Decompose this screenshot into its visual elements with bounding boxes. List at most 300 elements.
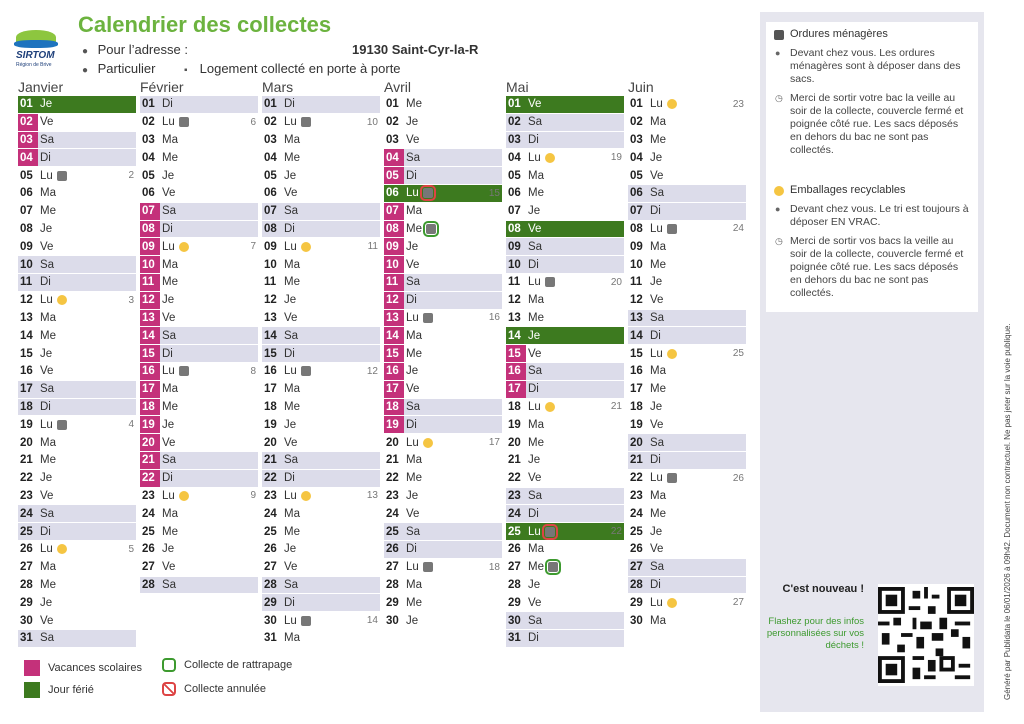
day-row xyxy=(140,505,258,523)
day-number: 26 xyxy=(142,543,155,556)
day-row xyxy=(506,185,624,203)
day-number: 18 xyxy=(630,400,643,413)
day-row xyxy=(18,327,136,345)
day-row xyxy=(628,559,746,577)
day-name: Ma xyxy=(40,436,56,449)
day-name: Je xyxy=(40,98,53,111)
day-name: Je xyxy=(284,169,297,182)
day-name: Ma xyxy=(406,329,422,342)
day-row xyxy=(628,221,746,239)
legend-rattrapage xyxy=(162,658,292,672)
day-row xyxy=(628,505,746,523)
day-name: Ve xyxy=(650,543,664,556)
day-row xyxy=(262,274,380,292)
day-row xyxy=(628,327,746,345)
day-row xyxy=(18,256,136,274)
day-name: Sa xyxy=(650,187,665,200)
day-name: Di xyxy=(162,222,173,235)
day-name: Me xyxy=(162,525,178,538)
day-name: Sa xyxy=(528,116,543,129)
day-number: 27 xyxy=(630,561,643,574)
day-number: 13 xyxy=(384,310,404,327)
day-name: Ma xyxy=(528,169,544,182)
day-row xyxy=(140,363,258,381)
week-number: 25 xyxy=(732,348,744,360)
day-number: 12 xyxy=(384,292,404,309)
day-number: 07 xyxy=(508,205,521,218)
day-number: 14 xyxy=(384,327,404,344)
day-number: 11 xyxy=(20,276,33,289)
om-text-2: Merci de sortir votre bac la veille au soir de la collecte, couvercle fermé et poignée côté rue. Les sacs déposés en dehors du bac ne sont pas collectés. xyxy=(790,92,964,156)
day-name: Me xyxy=(528,436,544,449)
day-row xyxy=(628,523,746,541)
recycling-icon xyxy=(667,598,677,608)
day-number: 30 xyxy=(630,614,643,627)
day-number: 05 xyxy=(630,169,643,182)
day-name: Me xyxy=(406,98,422,111)
day-name: Je xyxy=(528,205,541,218)
day-row xyxy=(506,381,624,399)
day-name: Ve xyxy=(406,383,420,396)
day-row xyxy=(384,505,502,523)
day-number: 09 xyxy=(20,240,33,253)
month-column xyxy=(18,78,136,648)
week-number: 18 xyxy=(488,561,500,573)
day-number: 17 xyxy=(384,381,404,398)
day-number: 08 xyxy=(384,221,404,238)
day-number: 02 xyxy=(264,116,277,129)
day-number: 02 xyxy=(508,116,521,129)
day-name: Lu xyxy=(528,276,541,289)
day-number: 09 xyxy=(140,238,160,255)
om-card xyxy=(766,22,978,182)
day-row xyxy=(262,310,380,328)
day-row xyxy=(384,114,502,132)
footer-credit: Généré par Publidata le 06/01/2026 à 09h42. Document non contractuel. Ne pas jeter sur la voie publique. xyxy=(1003,323,1012,700)
day-number: 08 xyxy=(508,222,521,235)
day-row xyxy=(384,577,502,595)
legend-rattrapage-label: Collecte de rattrapage xyxy=(184,659,293,671)
day-name: Ma xyxy=(284,258,300,271)
qr-headline: C'est nouveau ! xyxy=(782,583,864,595)
month-name: Mars xyxy=(262,79,294,95)
day-name: Sa xyxy=(650,436,665,449)
day-name: Ma xyxy=(284,383,300,396)
day-number: 21 xyxy=(508,454,521,467)
day-number: 05 xyxy=(264,169,277,182)
person-icon: ● xyxy=(82,65,89,76)
day-number: 01 xyxy=(20,98,33,111)
day-row xyxy=(628,488,746,506)
day-number: 16 xyxy=(630,365,643,378)
day-number: 13 xyxy=(264,311,277,324)
day-name: Di xyxy=(162,98,173,111)
day-number: 18 xyxy=(140,399,160,416)
day-name: Sa xyxy=(284,578,299,591)
day-name: Me xyxy=(650,258,666,271)
day-name: Di xyxy=(284,347,295,360)
day-name: Je xyxy=(406,240,419,253)
day-name: Lu xyxy=(284,116,297,129)
day-name: Di xyxy=(284,222,295,235)
day-row xyxy=(506,96,624,114)
day-row xyxy=(384,310,502,328)
day-name: Di xyxy=(406,169,417,182)
day-name: Lu xyxy=(162,116,175,129)
day-row xyxy=(506,612,624,630)
day-row xyxy=(262,452,380,470)
er-card xyxy=(766,178,978,312)
day-name: Di xyxy=(650,454,661,467)
day-row xyxy=(18,345,136,363)
day-name: Je xyxy=(528,329,541,342)
bin-icon xyxy=(57,171,67,181)
legend-vacances xyxy=(24,660,142,676)
day-row xyxy=(506,363,624,381)
week-number: 22 xyxy=(610,526,622,538)
day-row xyxy=(506,434,624,452)
day-name: Ma xyxy=(528,418,544,431)
day-row xyxy=(384,541,502,559)
day-number: 04 xyxy=(18,149,38,166)
day-row xyxy=(18,523,136,541)
week-number: 11 xyxy=(367,241,378,253)
day-name: Je xyxy=(406,365,419,378)
day-row xyxy=(384,416,502,434)
day-row xyxy=(18,96,136,114)
day-number: 07 xyxy=(264,205,277,218)
day-number: 31 xyxy=(508,632,521,645)
day-row xyxy=(384,434,502,452)
week-number: 6 xyxy=(250,116,256,128)
day-name: Je xyxy=(528,454,541,467)
day-row xyxy=(384,559,502,577)
day-name: Je xyxy=(406,614,419,627)
day-name: Me xyxy=(162,151,178,164)
day-number: 04 xyxy=(142,151,155,164)
day-row xyxy=(506,274,624,292)
day-row xyxy=(18,363,136,381)
day-name: Di xyxy=(650,578,661,591)
day-name: Ve xyxy=(284,311,298,324)
day-number: 11 xyxy=(508,276,521,289)
day-number: 01 xyxy=(508,98,521,111)
day-row xyxy=(384,238,502,256)
profile-label: Particulier xyxy=(97,61,156,76)
day-name: Ma xyxy=(650,614,666,627)
week-number: 20 xyxy=(610,276,622,288)
day-number: 03 xyxy=(386,133,399,146)
day-name: Ve xyxy=(40,489,54,502)
day-row xyxy=(140,345,258,363)
day-name: Di xyxy=(40,276,51,289)
day-row xyxy=(384,274,502,292)
day-name: Ma xyxy=(406,454,422,467)
week-number: 23 xyxy=(732,98,744,110)
week-number: 16 xyxy=(488,312,500,324)
day-row xyxy=(18,149,136,167)
day-number: 19 xyxy=(20,418,33,431)
day-row xyxy=(18,167,136,185)
day-number: 08 xyxy=(20,222,33,235)
day-name: Lu xyxy=(162,489,175,502)
logo-sub: Région de Brive xyxy=(16,62,52,68)
day-number: 04 xyxy=(264,151,277,164)
qr-section xyxy=(766,576,978,696)
day-row xyxy=(506,167,624,185)
week-number: 15 xyxy=(488,187,500,199)
day-name: Ma xyxy=(528,543,544,556)
day-name: Me xyxy=(650,133,666,146)
day-row xyxy=(384,399,502,417)
day-name: Lu xyxy=(528,151,541,164)
day-name: Ma xyxy=(162,383,178,396)
day-name: Je xyxy=(284,418,297,431)
day-name: Ma xyxy=(162,507,178,520)
day-row xyxy=(506,345,624,363)
day-row xyxy=(628,577,746,595)
day-number: 15 xyxy=(384,345,404,362)
day-name: Sa xyxy=(406,525,421,538)
day-row xyxy=(384,292,502,310)
logo-name: SIRTOM xyxy=(16,50,55,61)
day-row xyxy=(262,238,380,256)
day-number: 29 xyxy=(386,596,399,609)
day-number: 19 xyxy=(508,418,521,431)
day-name: Sa xyxy=(40,258,55,271)
week-number: 26 xyxy=(732,472,744,484)
legend-ferie-label: Jour férié xyxy=(48,684,94,696)
day-number: 20 xyxy=(386,436,399,449)
day-row xyxy=(384,149,502,167)
day-number: 29 xyxy=(508,596,521,609)
day-number: 23 xyxy=(508,489,521,502)
day-name: Lu xyxy=(406,436,419,449)
day-number: 07 xyxy=(630,205,643,218)
day-number: 06 xyxy=(20,187,33,200)
week-number: 24 xyxy=(732,223,744,235)
day-name: Sa xyxy=(162,454,177,467)
day-row xyxy=(628,345,746,363)
day-row xyxy=(262,416,380,434)
day-name: Ma xyxy=(406,578,422,591)
day-number: 26 xyxy=(508,543,521,556)
er-title: Emballages recyclables xyxy=(790,184,906,196)
day-name: Di xyxy=(406,543,417,556)
day-number: 15 xyxy=(20,347,33,360)
day-number: 24 xyxy=(20,507,33,520)
housing-label: Logement collecté en porte à porte xyxy=(199,61,401,76)
annulee-icon xyxy=(162,682,176,696)
day-row xyxy=(262,541,380,559)
day-number: 23 xyxy=(20,489,33,502)
day-number: 31 xyxy=(264,632,277,645)
day-number: 03 xyxy=(630,133,643,146)
day-name: Sa xyxy=(284,329,299,342)
day-row xyxy=(384,488,502,506)
day-number: 24 xyxy=(264,507,277,520)
day-number: 14 xyxy=(630,329,643,342)
day-number: 01 xyxy=(142,98,155,111)
day-row xyxy=(628,292,746,310)
day-row xyxy=(140,488,258,506)
day-number: 02 xyxy=(386,116,399,129)
legend-ferie xyxy=(24,682,94,698)
week-number: 17 xyxy=(488,437,500,449)
day-name: Ma xyxy=(284,133,300,146)
month-column xyxy=(628,78,746,630)
day-number: 05 xyxy=(142,169,155,182)
day-row xyxy=(262,345,380,363)
day-name: Me xyxy=(284,525,300,538)
day-name: Lu xyxy=(162,240,175,253)
day-row xyxy=(506,310,624,328)
day-name: Me xyxy=(40,205,56,218)
day-name: Ve xyxy=(284,561,298,574)
day-name: Lu xyxy=(650,596,663,609)
day-name: Je xyxy=(40,472,53,485)
day-number: 25 xyxy=(508,525,521,538)
day-name: Sa xyxy=(406,276,421,289)
day-row xyxy=(262,488,380,506)
day-row xyxy=(140,470,258,488)
day-name: Je xyxy=(650,525,663,538)
day-row xyxy=(18,292,136,310)
day-row xyxy=(18,185,136,203)
day-number: 21 xyxy=(20,454,33,467)
day-row xyxy=(18,310,136,328)
day-name: Lu xyxy=(528,525,541,538)
day-row xyxy=(506,292,624,310)
day-row xyxy=(140,185,258,203)
day-name: Sa xyxy=(406,400,421,413)
day-row xyxy=(18,399,136,417)
day-row xyxy=(506,470,624,488)
day-name: Di xyxy=(650,205,661,218)
month-name: Juin xyxy=(628,79,654,95)
day-number: 23 xyxy=(630,489,643,502)
day-row xyxy=(384,594,502,612)
day-name: Sa xyxy=(528,365,543,378)
day-row xyxy=(384,132,502,150)
day-number: 15 xyxy=(506,345,526,362)
day-row xyxy=(18,274,136,292)
day-number: 08 xyxy=(630,222,643,235)
day-name: Di xyxy=(40,525,51,538)
day-name: Ma xyxy=(284,507,300,520)
day-number: 29 xyxy=(264,596,277,609)
day-row xyxy=(506,577,624,595)
day-name: Sa xyxy=(40,632,55,645)
day-row xyxy=(140,452,258,470)
day-row xyxy=(384,256,502,274)
day-number: 22 xyxy=(508,472,521,485)
day-name: Lu xyxy=(284,614,297,627)
day-row xyxy=(18,203,136,221)
day-number: 10 xyxy=(140,256,160,273)
day-number: 12 xyxy=(264,294,277,307)
day-row xyxy=(140,523,258,541)
day-name: Ma xyxy=(650,365,666,378)
day-name: Di xyxy=(528,383,539,396)
day-row xyxy=(262,185,380,203)
day-row xyxy=(140,559,258,577)
day-number: 01 xyxy=(630,98,643,111)
day-row xyxy=(18,505,136,523)
day-name: Me xyxy=(406,472,422,485)
day-number: 05 xyxy=(20,169,33,182)
bin-icon xyxy=(179,117,189,127)
day-name: Lu xyxy=(650,222,663,235)
day-name: Ma xyxy=(40,561,56,574)
day-number: 18 xyxy=(20,400,33,413)
day-row xyxy=(262,612,380,630)
day-row xyxy=(384,452,502,470)
day-name: Ve xyxy=(162,187,176,200)
bin-icon xyxy=(774,30,784,40)
day-number: 01 xyxy=(264,98,277,111)
week-number: 3 xyxy=(128,294,134,306)
clock-icon: ◷ xyxy=(775,93,783,103)
day-row xyxy=(262,630,380,648)
day-name: Je xyxy=(650,276,663,289)
day-row xyxy=(506,327,624,345)
day-name: Ve xyxy=(528,596,542,609)
day-number: 28 xyxy=(386,578,399,591)
day-row xyxy=(262,523,380,541)
week-number: 13 xyxy=(366,490,378,502)
day-number: 05 xyxy=(384,167,404,184)
day-number: 28 xyxy=(508,578,521,591)
day-row xyxy=(628,416,746,434)
day-row xyxy=(18,132,136,150)
day-row xyxy=(506,256,624,274)
qr-code[interactable] xyxy=(878,584,974,686)
day-number: 14 xyxy=(20,329,33,342)
day-row xyxy=(140,541,258,559)
day-name: Ma xyxy=(162,258,178,271)
day-name: Lu xyxy=(40,543,53,556)
day-number: 19 xyxy=(384,416,404,433)
day-number: 15 xyxy=(630,347,643,360)
day-name: Ve xyxy=(528,472,542,485)
day-row xyxy=(384,185,502,203)
day-row xyxy=(262,470,380,488)
day-number: 28 xyxy=(630,578,643,591)
day-number: 07 xyxy=(384,203,404,220)
day-number: 16 xyxy=(384,363,404,380)
day-name: Ve xyxy=(284,436,298,449)
day-number: 25 xyxy=(264,525,277,538)
day-name: Je xyxy=(650,400,663,413)
day-row xyxy=(628,399,746,417)
day-name: Ve xyxy=(162,436,176,449)
day-row xyxy=(18,452,136,470)
day-row xyxy=(628,541,746,559)
day-number: 17 xyxy=(264,383,277,396)
day-number: 02 xyxy=(630,116,643,129)
day-name: Ma xyxy=(406,205,422,218)
day-row xyxy=(384,381,502,399)
day-name: Ve xyxy=(40,614,54,627)
day-name: Ve xyxy=(650,418,664,431)
day-number: 07 xyxy=(20,205,33,218)
bin-icon xyxy=(667,224,677,234)
day-number: 21 xyxy=(140,452,160,469)
week-number: 14 xyxy=(366,615,378,626)
day-name: Sa xyxy=(284,454,299,467)
day-name: Ve xyxy=(528,222,542,235)
